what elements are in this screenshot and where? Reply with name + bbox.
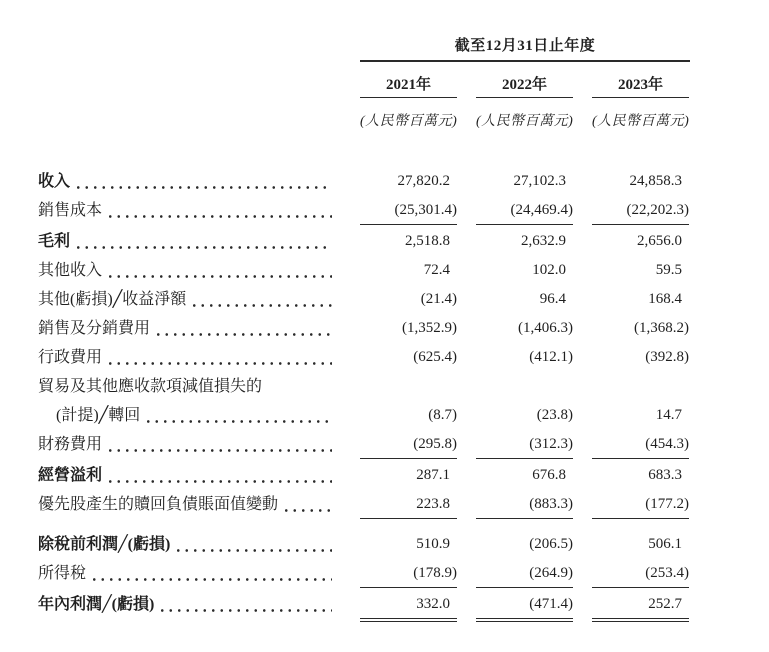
row-label-text: 毛利 bbox=[38, 233, 71, 250]
value-2023: 24,858.3 bbox=[629, 173, 682, 189]
currency-unit-2022: (人民幣百萬元) bbox=[476, 114, 574, 129]
value-2022: (412.1) bbox=[529, 349, 573, 365]
table-row-cost-of-sales bbox=[38, 196, 690, 225]
row-label bbox=[38, 285, 360, 314]
value-2021: 27,820.2 bbox=[397, 173, 450, 189]
value-2022: 102.0 bbox=[532, 262, 566, 278]
dot-leader bbox=[106, 256, 332, 285]
table-row-administrative-expenses bbox=[38, 343, 690, 372]
row-label-text: 貿易及其他應收款項減值損失的 bbox=[38, 378, 263, 395]
value-2022: (312.3) bbox=[476, 430, 573, 459]
value-2023: (454.3) bbox=[592, 430, 689, 459]
value-2022: 27,102.3 bbox=[513, 173, 566, 189]
value-2021: (178.9) bbox=[360, 559, 457, 588]
row-label-text: 年內利潤╱(虧損) bbox=[38, 596, 155, 613]
row-label bbox=[38, 167, 360, 196]
year-column-header-2023: 2023年 bbox=[592, 73, 689, 98]
row-label bbox=[38, 490, 360, 519]
table-row-impairment-losses-line2 bbox=[38, 401, 690, 430]
table-row-revenue bbox=[38, 167, 690, 196]
year-header-row bbox=[360, 73, 690, 98]
value-2021: 2,518.8 bbox=[405, 233, 450, 249]
row-label bbox=[38, 314, 360, 343]
dot-leader bbox=[266, 372, 332, 401]
row-label bbox=[38, 372, 360, 401]
dot-leader bbox=[106, 196, 332, 225]
value-2023: (392.8) bbox=[645, 349, 689, 365]
value-2021: 72.4 bbox=[423, 262, 450, 278]
table-row-finance-costs bbox=[38, 430, 690, 459]
row-label-text: 其他收入 bbox=[38, 262, 103, 279]
row-label bbox=[38, 461, 360, 490]
value-2023: (22,202.3) bbox=[592, 196, 689, 225]
row-label-text: (計提)╱轉回 bbox=[56, 407, 141, 424]
year-column-header-2021: 2021年 bbox=[360, 73, 457, 98]
row-label-text: 所得稅 bbox=[38, 565, 87, 582]
value-2022: 676.8 bbox=[532, 467, 566, 483]
value-2022: (883.3) bbox=[476, 490, 573, 519]
row-label-text: 其他(虧損)╱收益淨額 bbox=[38, 291, 187, 308]
value-2023: 252.7 bbox=[592, 590, 689, 619]
value-2022: (1,406.3) bbox=[518, 320, 573, 336]
dot-leader bbox=[154, 314, 332, 343]
value-2021: (1,352.9) bbox=[402, 320, 457, 336]
dot-leader bbox=[74, 227, 332, 256]
row-label bbox=[38, 227, 360, 256]
value-2023: 506.1 bbox=[648, 536, 682, 552]
table-row-other-gains-losses bbox=[38, 285, 690, 314]
value-2023: (177.2) bbox=[592, 490, 689, 519]
row-label bbox=[38, 343, 360, 372]
value-2021: 287.1 bbox=[416, 467, 450, 483]
dot-leader bbox=[106, 461, 332, 490]
row-label-text: 除稅前利潤╱(虧損) bbox=[38, 536, 171, 553]
value-2023: 14.7 bbox=[655, 407, 682, 423]
dot-leader bbox=[282, 490, 332, 519]
table-header bbox=[360, 36, 690, 130]
row-label bbox=[38, 530, 360, 559]
row-label-text: 行政費用 bbox=[38, 349, 103, 366]
table-row-preferred-shares-redemption-change bbox=[38, 490, 690, 519]
value-2022: (24,469.4) bbox=[476, 196, 573, 225]
value-2021: 510.9 bbox=[416, 536, 450, 552]
value-2022: 96.4 bbox=[539, 291, 566, 307]
value-2023: (253.4) bbox=[592, 559, 689, 588]
dot-leader bbox=[190, 285, 332, 314]
row-label bbox=[38, 590, 360, 619]
dot-leader bbox=[106, 430, 332, 459]
income-statement-rows bbox=[38, 167, 690, 619]
currency-unit-2021: (人民幣百萬元) bbox=[360, 114, 458, 129]
row-label-text: 銷售及分銷費用 bbox=[38, 320, 151, 337]
period-header-rule bbox=[360, 60, 690, 62]
row-label-text: 收入 bbox=[38, 173, 71, 190]
value-2021: (21.4) bbox=[420, 291, 457, 307]
dot-leader bbox=[174, 530, 332, 559]
row-label-text: 財務費用 bbox=[38, 436, 103, 453]
value-2023: 683.3 bbox=[648, 467, 682, 483]
table-row-other-income bbox=[38, 256, 690, 285]
table-row-profit-before-tax bbox=[38, 530, 690, 559]
value-2023: (1,368.2) bbox=[634, 320, 689, 336]
value-2021: (8.7) bbox=[428, 407, 457, 423]
row-label bbox=[38, 430, 360, 459]
value-2022: 2,632.9 bbox=[521, 233, 566, 249]
value-2021 bbox=[360, 372, 457, 401]
dot-leader bbox=[158, 590, 332, 619]
value-2023: 168.4 bbox=[648, 291, 682, 307]
row-label bbox=[38, 196, 360, 225]
value-2022 bbox=[476, 372, 573, 401]
value-2023: 59.5 bbox=[655, 262, 682, 278]
dot-leader bbox=[74, 167, 332, 196]
year-column-header-2022: 2022年 bbox=[476, 73, 573, 98]
row-label bbox=[38, 401, 360, 430]
row-label bbox=[38, 256, 360, 285]
table-row-operating-profit bbox=[38, 461, 690, 490]
dot-leader bbox=[144, 401, 332, 430]
value-2021: (625.4) bbox=[413, 349, 457, 365]
table-row-income-tax bbox=[38, 559, 690, 588]
row-label-text: 經營溢利 bbox=[38, 467, 103, 484]
table-row-impairment-losses-line1 bbox=[38, 372, 690, 401]
value-2022: (264.9) bbox=[476, 559, 573, 588]
table-row-gross-profit bbox=[38, 227, 690, 256]
value-2021: (25,301.4) bbox=[360, 196, 457, 225]
dot-leader bbox=[106, 343, 332, 372]
value-2023 bbox=[592, 372, 689, 401]
value-2021: 332.0 bbox=[360, 590, 457, 619]
currency-unit-row bbox=[360, 110, 690, 130]
value-2022: (206.5) bbox=[529, 536, 573, 552]
table-row-selling-distribution-expenses bbox=[38, 314, 690, 343]
row-label-text: 銷售成本 bbox=[38, 202, 103, 219]
value-2022: (23.8) bbox=[536, 407, 573, 423]
currency-unit-2023: (人民幣百萬元) bbox=[592, 114, 690, 129]
table-row-profit-for-the-year bbox=[38, 590, 690, 619]
row-label-text: 優先股產生的贖回負債賬面值變動 bbox=[38, 496, 279, 513]
value-2021: 223.8 bbox=[360, 490, 457, 519]
value-2023: 2,656.0 bbox=[637, 233, 682, 249]
row-label bbox=[38, 559, 360, 588]
value-2022: (471.4) bbox=[476, 590, 573, 619]
dot-leader bbox=[90, 559, 332, 588]
period-header: 截至12月31日止年度 bbox=[454, 38, 596, 54]
value-2021: (295.8) bbox=[360, 430, 457, 459]
